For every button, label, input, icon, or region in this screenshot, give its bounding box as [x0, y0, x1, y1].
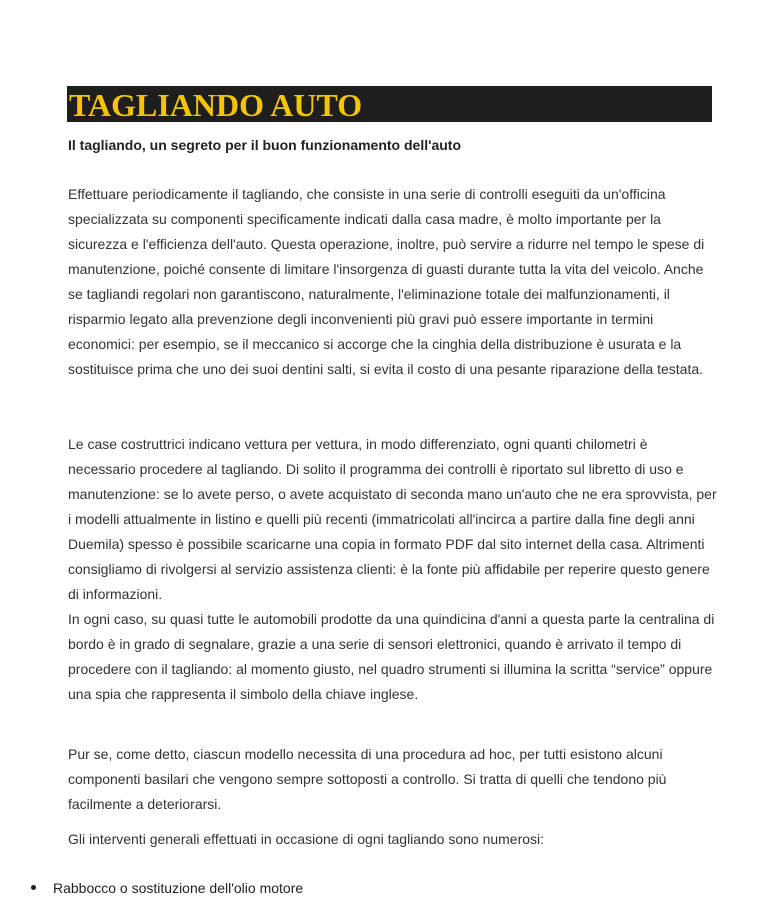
paragraph-manufacturers: Le case costruttrici indicano vettura per vettura, in modo differenziato, ogni quanti chilometri è necessario procedere al tagliando. Di solito il programma dei controlli è riportato sul libretto di uso e manutenzione: se lo avete perso, o avete acquistato di seconda mano un'auto che ne era sprovvista, per i modelli attualmente in listino e quelli più recenti (immatricolati all'incirca a partire dalla fine degli anni Duemila) spesso è possibile scaricarne una copia in formato PDF dal sito internet della casa. Altrimenti consigliamo di rivolgersi al servizio assistenza clienti: è la fonte più affidabile per reperire questo genere di informazioni. — [68, 436, 717, 602]
article-subtitle: Il tagliando, un segreto per il buon funzionamento dell'auto — [68, 137, 461, 153]
bullet-icon — [31, 885, 36, 890]
page-title: TAGLIANDO AUTO — [69, 87, 363, 123]
paragraph-basic-components: Pur se, come detto, ciascun modello necessita di una procedura ad hoc, per tutti esistono alcuni componenti basilari che vengono sempre sottoposti a controllo. Si tratta di quelli che tendono più facilmente a deteriorarsi. — [68, 746, 667, 812]
list-item — [0, 876, 700, 900]
interventions-list — [0, 876, 700, 900]
title-bar — [67, 86, 712, 122]
paragraph-interventions: Gli interventi generali effettuati in occasione di ogni tagliando sono numerosi: — [68, 831, 545, 847]
list-item-text: Rabbocco o sostituzione dell'olio motore — [53, 880, 304, 896]
paragraph-service-indicator: In ogni caso, su quasi tutte le automobili prodotte da una quindicina d'anni a questa parte la centralina di bordo è in grado di segnalare, grazie a una serie di sensori elettronici, quando è arrivato il tempo di procedere con il tagliando: al momento giusto, nel quadro strumenti si illumina la scritta “service” oppure una spia che rappresenta il simbolo della chiave inglese. — [68, 611, 715, 702]
paragraph-intro: Effettuare periodicamente il tagliando, che consiste in una serie di controlli eseguiti da un'officina specializzata su componenti specificamente indicati dalla casa madre, è molto importante per la sicurezza e l'efficienza dell'auto. Questa operazione, inoltre, può servire a ridurre nel tempo le spese di manutenzione, poiché consente di limitare l'insorgenza di guasti durante tutta la vita del veicolo. Anche se tagliandi regolari non garantiscono, naturalmente, l'eliminazione totale dei malfunzionamenti, il risparmio legato alla prevenzione degli inconvenienti più gravi può essere importante in termini economici: per esempio, se il meccanico si accorge che la cinghia della distribuzione è usurata e la sostituisce prima che uno dei suoi dentini salti, si evita il costo di una pesante riparazione della testata. — [68, 186, 705, 377]
